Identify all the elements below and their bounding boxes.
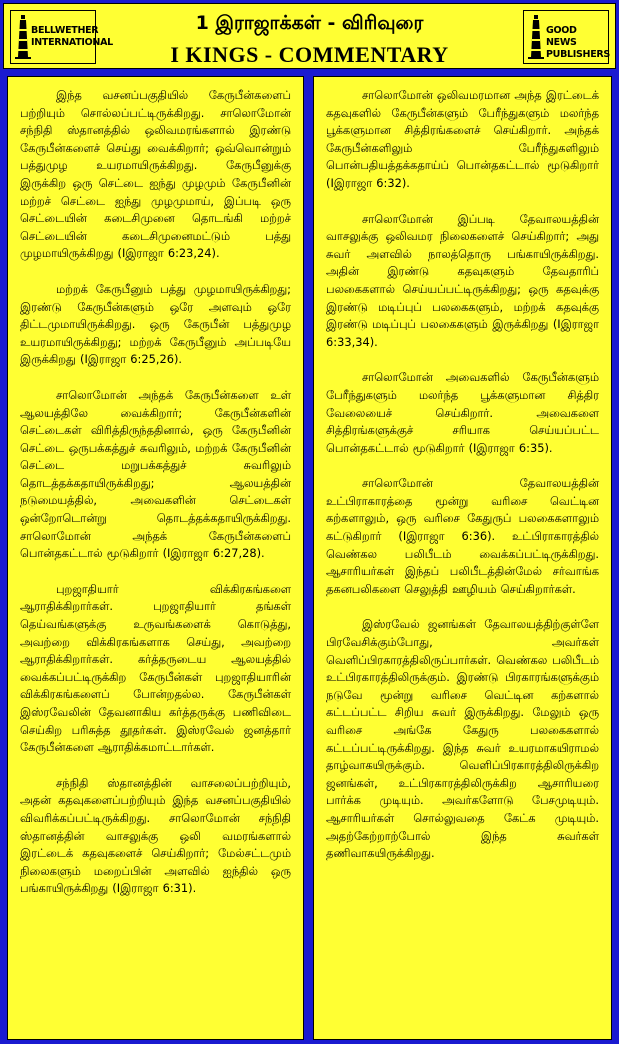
page-title-english: I KINGS - COMMENTARY — [170, 42, 449, 67]
paragraph: புறஜாதியார் விக்கிரகங்களை ஆராதிக்கிறார்கள். புறஜாதியார் தங்கள் தெய்வங்களுக்கு உருவங்களைக் கொடுத்து, அவற்றை விக்கிரகங்களாக செய்து, அவற்றை ஆராதிக்கிறார்கள். கர்த்தருடைய ஆலயத்தில் வைக்கப்பட்டிருக்கிற கேருபீன்கள் புறஜாதியாரின் விக்கிரகங்களைப் போன்றதல்ல. கேருபீன்கள் இஸ்ரவேலின் தேவனாகிய கர்த்தருக்கு பணிவிடை செய்கிற பரிசுத்த தூதர்கள். இஸ்ரவேல் ஜனத்தார் கேருபீன்களை ஆராதிக்கமாட்டார்கள். — [20, 581, 291, 755]
paragraph: சாலொமோன் அவைகளில் கேருபீன்களும் பேரீந்துகளும் மலர்ந்த பூக்களுமான சித்திர வேலையைச் செய்கிறார். அவைகளை சித்திரங்களுக்குச் சரியாக செய்யப்பட்ட பொன்தகட்டால் மூடுகிறார் (Iஇராஜா 6:35). — [326, 370, 599, 455]
bellwether-logo-text: BELLWETHER INTERNATIONAL — [31, 25, 113, 48]
paragraph: மற்றக் கேருபீனும் பத்து முழமாயிருக்கிறது; இரண்டு கேருபீன்களும் ஒரே அளவும் ஒரே திட்டமுமாயிருக்கிறது. ஒரு கேருபீன் பத்துமுழ உயரமாயிருக்கிறது; மற்றக் கேருபீனும் அப்படியே இருக்கிறது (Iஇராஜா 6:25,26). — [20, 281, 291, 367]
header-banner — [3, 3, 616, 69]
lighthouse-icon — [15, 15, 31, 59]
bellwether-logo — [10, 10, 113, 64]
lighthouse-icon — [528, 15, 544, 59]
good-news-logo-text: GOOD NEWS PUBLISHERS — [546, 25, 610, 60]
paragraph: இந்த வசனப்பகுதியில் கேருபீன்களைப் பற்றியும் சொல்லப்பட்டிருக்கிறது. சாலொமோன் சந்நிதி ஸ்தானத்தில் ஒலிவமரங்களால் இரண்டு கேருபீன்களைச் செய்து வைக்கிறார்; ஒவ்வொன்றும் பத்துமுழ உயரமாயிருக்கிறது. கேருபீனுக்கு இருக்கிற ஒரு செட்டை ஐந்து முழமும் கேருபீனின் மற்றச் செட்டை ஐந்து முழமுமாய், இப்படி ஒரு செட்டையின் கடைசிமுனை தொடங்கி மற்றச் செட்டையின் கடைசிமுனைமட்டும் பத்து முழமாயிருக்கிறது (Iஇராஜா 6:23,24). — [20, 88, 291, 261]
paragraph: இஸ்ரவேல் ஜனங்கள் தேவாலயத்திற்குள்ளே பிரவேசிக்கும்போது, அவர்கள் வெளிப்பிரகாரத்திலிருப்பார்கள். வெண்கல பலிபீடம் உட்பிரகாரத்திலிருக்கும். இரண்டு பிரகாரங்களுக்கும் நடுவே மூன்று வரிசை வெட்டின கற்களால் கட்டப்பட்ட சிறிய சுவர் இருக்கிறது. மேலும் ஒரு வரிசை அங்கே கேதுரு பலகைகளால் கட்டப்பட்டிருக்கிறது. இந்த சுவர் உயரமாகயிராமல் தாழ்வாகயிருக்கும். வெளிப்பிரகாரத்திலிருக்கிற ஜனங்கள், உட்பிரகாரத்திலிருக்கிற ஆசாரியரை பார்க்க முடியும். அவர்களோடு பேசமுடியும். ஆசாரியர்கள் சொல்லுவதை கேட்க முடியும். அதற்கேற்றாற்போல் இந்த சுவர்கள் தணிவாகயிருக்கிறது. — [326, 617, 599, 861]
paragraph: சாலொமோன் ஒலிவமரமான அந்த இரட்டைக் கதவுகளில் கேருபீன்களும் பேரீந்துகளும் மலர்ந்த பூக்களுமான சித்திரங்களைச் செய்கிறார். அந்தக் கேருபீன்களிலும் பேரீந்துகளிலும் பொன்பதியத்தக்கதாய்ப் பொன்தகட்டால் மூடுகிறார் (Iஇராஜா 6:32). — [326, 88, 599, 190]
right-column — [313, 76, 612, 1040]
page-title-tamil: 1 இராஜாக்கள் - விரிவுரை — [195, 12, 424, 34]
paragraph: சாலொமோன் இப்படி தேவாலயத்தின் வாசலுக்கு ஒலிவமர நிலைகளைச் செய்கிறார்; அது சுவர் அளவில் நாலத்தொரு பங்காயிருக்கிறது. அதின் இரண்டு கதவுகளும் தேவதாரிப் பலகைகளால் செய்யப்பட்டிருக்கிறது; ஒரு கதவுக்கு இரண்டு மடிப்புப் பலகைகளும், மற்றக் கதவுக்கு இரண்டு மடிப்புப் பலகைகளும் இருக்கிறது (Iஇராஜா 6:33,34). — [326, 211, 599, 349]
paragraph: சந்நிதி ஸ்தானத்தின் வாசலைப்பற்றியும், அதன் கதவுகளைப்பற்றியும் இந்த வசனப்பகுதியில் விவரிக்கப்பட்டிருக்கிறது. சாலொமோன் சந்நிதி ஸ்தானத்தின் வாசலுக்கு ஒலி வமரங்களால் இரட்டைக் கதவுகளைச் செய்கிறார்; மேல்சட்டமும் நிலைகளும் மறைப்பின் அளவில் ஐந்தில் ஒரு பங்காயிருக்கிறது (Iஇராஜா 6:31). — [20, 775, 291, 896]
left-column — [7, 76, 304, 1040]
paragraph: சாலொமோன் தேவாலயத்தின் உட்பிராகாரத்தை மூன்று வரிசை வெட்டின கற்களாலும், ஒரு வரிசை கேதுருப் பலகைகளாலும் கட்டுகிறார் (Iஇராஜா 6:36). உட்பிராகாரத்தில் வெண்கல பலிபீடம் வைக்கப்பட்டிருக்கிறது. ஆசாரியர்கள் இந்தப் பலிபீடத்தின்மேல் சர்வாங்க தகனபலிகளை செலுத்தி ஊழியம் செய்கிறார்கள். — [326, 476, 599, 596]
paragraph: சாலொமோன் அந்தக் கேருபீன்களை உள் ஆலயத்திலே வைக்கிறார்; கேருபீன்களின் செட்டைகள் விரித்திருந்ததினால், ஒரு கேருபீனின் செட்டை ஒருபக்கத்துச் சுவரிலும், மற்றக் கேருபீனின் செட்டை மறுபக்கத்துச் சுவரிலும் தொடத்தக்கதாயிருக்கிறது; ஆலயத்தின் நடுமையத்தில், அவைகளின் செட்டைகள் ஒன்றோடொன்று தொடத்தக்கதாயிருக்கிறது. சாலொமோன் அந்தக் கேருபீன்களைப் பொன்தகட்டால் மூடுகிறார் (Iஇராஜா 6:27,28). — [20, 387, 291, 561]
good-news-logo — [523, 10, 609, 64]
